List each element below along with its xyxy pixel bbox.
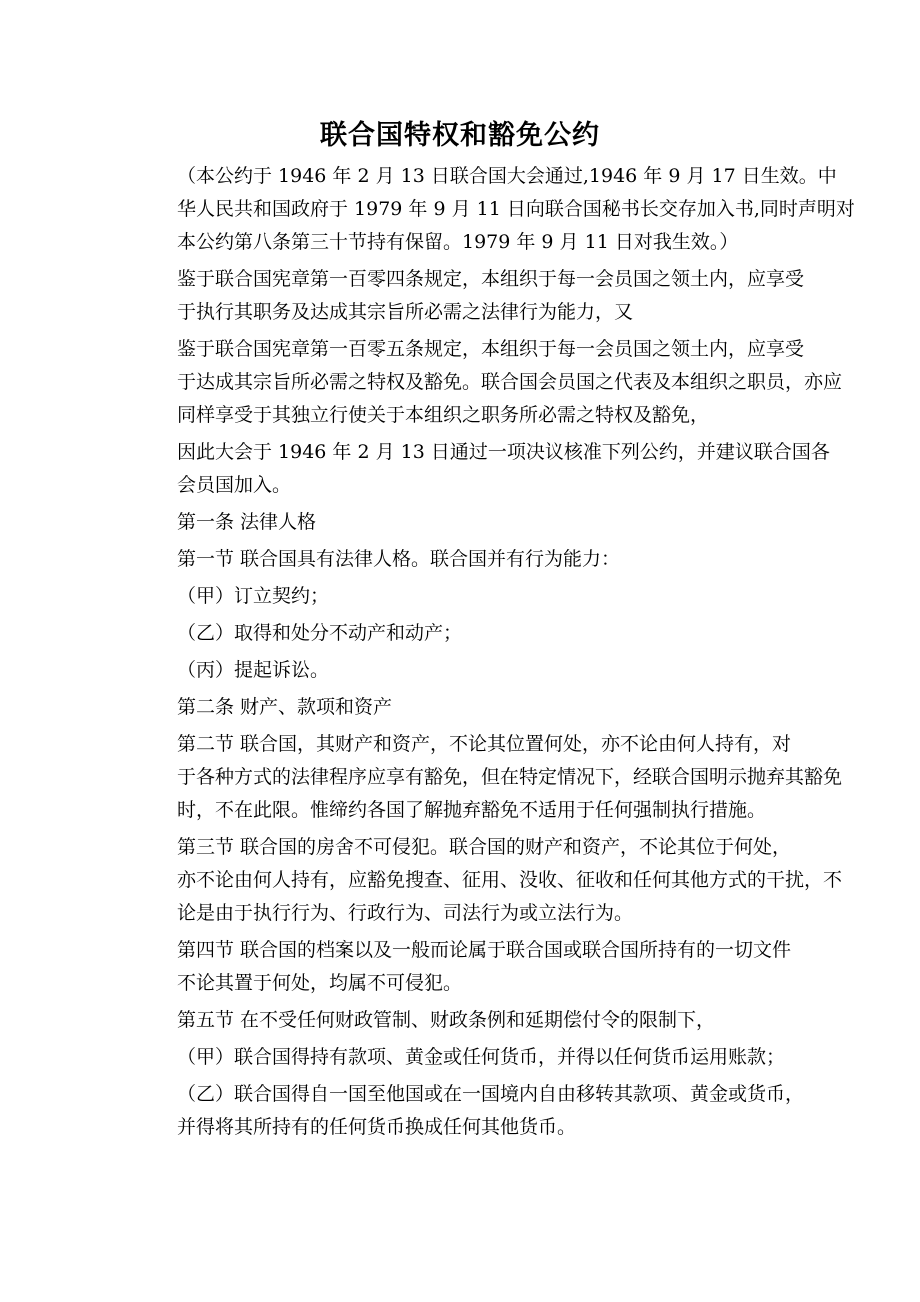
paragraph-line: 鉴于联合国宪章第一百零五条规定，本组织于每一会员国之领土内，应享受	[177, 338, 805, 360]
paragraph-line: 第一条 法律人格	[177, 511, 317, 533]
paragraph-line: 亦不论由何人持有，应豁免搜查、征用、没收、征收和任何其他方式的干扰，不	[177, 869, 843, 891]
paragraph-line: （甲）订立契约；	[177, 585, 330, 607]
paragraph	[139, 934, 792, 1000]
paragraph-line: 时，不在此限。惟缔约各国了解抛弃豁免不适用于任何强制执行措施。	[177, 799, 767, 821]
paragraph	[139, 160, 855, 259]
paragraph-line: 本公约第八条第三十节持有保留。1979 年 9 月 11 日对我生效。）	[177, 231, 739, 253]
paragraph	[139, 263, 805, 329]
paragraph-line: 于各种方式的法律程序应享有豁免，但在特定情况下，经联合国明示抛弃其豁免	[177, 766, 843, 788]
paragraph-line: 第四节 联合国的档案以及一般而论属于联合国或联合国所持有的一切文件	[177, 939, 792, 961]
paragraph-line: （乙）取得和处分不动产和动产；	[177, 622, 463, 644]
paragraph-line: 同样享受于其独立行使关于本组织之职务所必需之特权及豁免，	[177, 404, 710, 426]
paragraph-line: 会员国加入。	[177, 474, 292, 496]
paragraph	[139, 333, 843, 432]
paragraph	[139, 617, 781, 650]
paragraph-line: 不论其置于何处，均属不可侵犯。	[177, 972, 463, 994]
paragraph	[139, 1004, 781, 1037]
paragraph	[139, 1041, 786, 1074]
paragraph	[139, 728, 843, 827]
paragraph-line: 论是由于执行行为、行政行为、司法行为或立法行为。	[177, 902, 634, 924]
paragraph	[139, 654, 781, 687]
paragraph-line: 华人民共和国政府于 1979 年 9 月 11 日向联合国秘书长交存加入书,同时声明对	[177, 198, 855, 220]
document-title: 联合国特权和豁免公约	[320, 120, 600, 151]
paragraph-line: 第三节 联合国的房舍不可侵犯。联合国的财产和资产，不论其位于何处，	[177, 836, 792, 858]
paragraph	[139, 580, 781, 613]
paragraph	[139, 691, 781, 724]
paragraph-line: （丙）提起诉讼。	[177, 659, 330, 681]
paragraph-line: 于执行其职务及达成其宗旨所必需之法律行为能力，又	[177, 301, 634, 323]
paragraph-line: （甲）联合国得持有款项、黄金或任何货币，并得以任何货币运用账款；	[177, 1046, 786, 1068]
paragraph	[139, 543, 781, 576]
document-body	[139, 160, 855, 1148]
paragraph-line: （乙）联合国得自一国至他国或在一国境内自由移转其款项、黄金或货币，	[177, 1083, 805, 1105]
paragraph-line: 第二节 联合国，其财产和资产，不论其位置何处，亦不论由何人持有，对	[177, 733, 792, 755]
paragraph	[139, 506, 781, 539]
paragraph-line: 鉴于联合国宪章第一百零四条规定，本组织于每一会员国之领土内，应享受	[177, 268, 805, 290]
paragraph	[139, 831, 843, 930]
paragraph	[139, 1078, 805, 1144]
paragraph-line: （本公约于 1946 年 2 月 13 日联合国大会通过,1946 年 9 月 17 日生效。中	[177, 165, 837, 187]
paragraph-line: 并得将其所持有的任何货币换成任何其他货币。	[177, 1116, 577, 1138]
paragraph-line: 因此大会于 1946 年 2 月 13 日通过一项决议核准下列公约，并建议联合国各	[177, 441, 830, 463]
paragraph-line: 第五节 在不受任何财政管制、财政条例和延期偿付令的限制下，	[177, 1009, 716, 1031]
paragraph-line: 第一节 联合国具有法律人格。联合国并有行为能力：	[177, 548, 621, 570]
paragraph-line: 于达成其宗旨所必需之特权及豁免。联合国会员国之代表及本组织之职员，亦应	[177, 371, 843, 393]
paragraph-line: 第二条 财产、款项和资产	[177, 696, 393, 718]
paragraph	[139, 436, 830, 502]
